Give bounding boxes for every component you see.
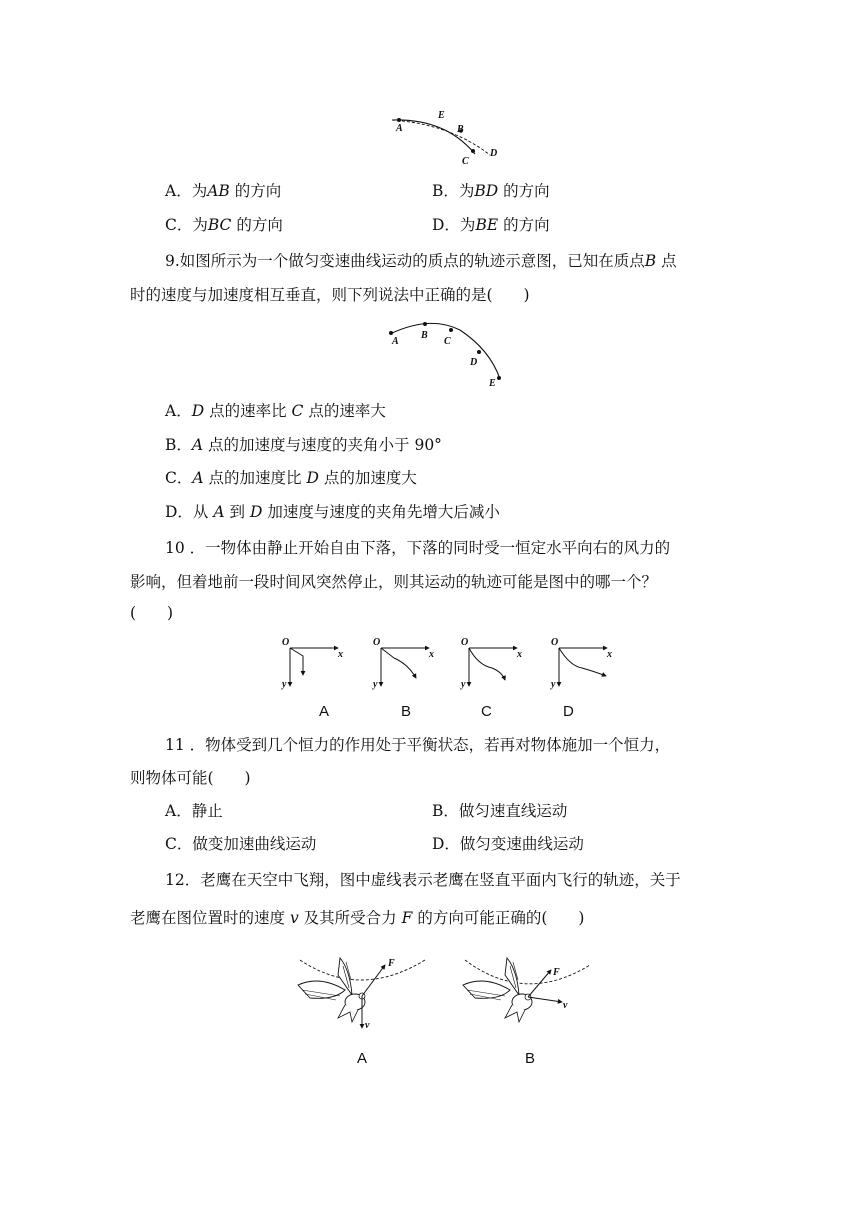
svg-text:F: F (388, 958, 395, 969)
svg-text:v: v (365, 1020, 370, 1031)
q10-caption-b: B (401, 703, 412, 720)
q11-option-d[interactable]: D．做匀变速曲线运动 (432, 835, 584, 853)
svg-text:y: y (551, 679, 556, 690)
q8-option-b[interactable]: B．为BD 的方向 (432, 182, 550, 200)
q12-eagle-a (298, 958, 425, 1031)
q9-label-c: C (444, 336, 451, 347)
q8-label-e: E (438, 110, 445, 121)
q9-option-c[interactable]: C．A 点的加速度比 D 点的加速度大 (165, 469, 417, 487)
q10-stem-line3: ( ) (130, 604, 174, 622)
q12-stem-line2: 老鹰在图位置时的速度 v 及其所受合力 F 的方向可能正确的( ) (130, 909, 585, 927)
q12-stem-line1: 12．老鹰在天空中飞翔，图中虚线表示老鹰在竖直平面内飞行的轨迹，关于 (165, 871, 681, 889)
q11-stem-line1: 11 ．物体受到几个恒力的作用处于平衡状态，若再对物体施加一个恒力， (165, 736, 671, 754)
q11-option-c[interactable]: C．做变加速曲线运动 (165, 835, 317, 853)
q12-caption-a: A (357, 1050, 368, 1067)
q9-label-d: D (470, 357, 478, 368)
q8-option-d[interactable]: D．为BE 的方向 (432, 216, 550, 234)
q9-option-a[interactable]: A．D 点的速率比 C 点的速率大 (165, 402, 386, 420)
svg-text:x: x (517, 649, 522, 660)
svg-text:y: y (282, 679, 287, 690)
q8-option-c[interactable]: C．为BC 的方向 (165, 216, 283, 234)
q9-stem-line2: 时的速度与加速度相互垂直，则下列说法中正确的是( ) (130, 286, 530, 304)
q12-caption-b: B (525, 1050, 536, 1067)
svg-text:O: O (373, 637, 381, 648)
q8-label-b: B (457, 124, 464, 135)
q9-option-b[interactable]: B．A 点的加速度与速度的夹角小于 90° (165, 436, 442, 454)
q8-label-d: D (490, 148, 498, 159)
q10-caption-c: C (481, 703, 492, 720)
q10-caption-a: A (319, 703, 330, 720)
q9-stem-line1: 9.如图所示为一个做匀变速曲线运动的质点的轨迹示意图，已知在质点B 点 (165, 252, 677, 270)
q12-eagle-b (463, 958, 590, 1022)
q11-option-a[interactable]: A．静止 (165, 802, 223, 820)
q9-label-e: E (489, 378, 496, 389)
q11-stem-line2: 则物体可能( ) (130, 769, 251, 787)
svg-text:y: y (461, 679, 466, 690)
q10-caption-d: D (563, 703, 574, 720)
q10-stem-line2: 影响，但着地前一段时间风突然停止，则其运动的轨迹可能是图中的哪一个？ (130, 573, 658, 591)
svg-text:F: F (553, 967, 560, 978)
q8-option-a[interactable]: A．为AB 的方向 (165, 182, 282, 200)
svg-text:O: O (282, 637, 290, 648)
q8-label-c: C (462, 156, 469, 167)
svg-text:O: O (551, 637, 559, 648)
q9-option-d[interactable]: D．从 A 到 D 加速度与速度的夹角先增大后减小 (165, 503, 500, 521)
svg-text:v: v (563, 1000, 568, 1011)
q8-label-a: A (396, 123, 403, 134)
q9-label-a: A (392, 336, 399, 347)
svg-text:O: O (461, 637, 469, 648)
q9-label-b: B (421, 330, 428, 341)
svg-text:x: x (338, 649, 343, 660)
svg-text:y: y (373, 679, 378, 690)
q10-stem-line1: 10 ．一物体由静止开始自由下落，下落的同时受一恒定水平向右的风力的 (165, 539, 671, 557)
svg-text:x: x (429, 649, 434, 660)
q11-option-b[interactable]: B．做匀速直线运动 (432, 802, 568, 820)
svg-text:x: x (607, 649, 612, 660)
